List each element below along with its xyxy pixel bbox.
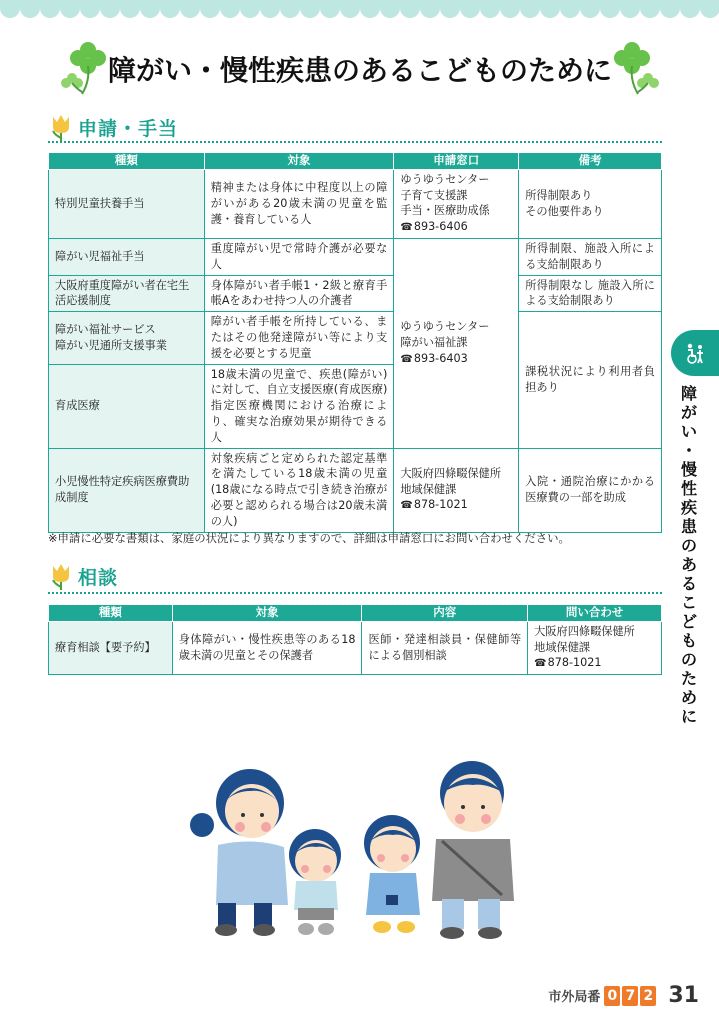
table-row: [49, 448, 662, 532]
table-row: [49, 169, 662, 238]
page-footer: [548, 983, 699, 1008]
window-dept: 子育て支援課: [400, 188, 468, 202]
target-cell: 障がい者手帳を所持している、またはその他発達障がい等により支援を必要とする児童: [204, 312, 394, 364]
phone-number: ☎ 893-6406: [400, 219, 512, 236]
side-label-char: 疾: [680, 498, 697, 517]
column-header: 申請窓口: [394, 153, 519, 170]
target-cell: 18歳未満の児童で、疾患(障がい)に対して、自立支援医療(育成医療)指定医療機関における治療により、確実な治療効果が期待できる人: [204, 364, 394, 448]
column-header: 種類: [49, 605, 173, 622]
page-number: 31: [668, 983, 699, 1008]
column-header: 対象: [204, 153, 394, 170]
phone-number: ☎ 878-1021: [534, 655, 655, 672]
title-banner: [60, 34, 660, 104]
contact-dept: 地域保健課: [534, 640, 591, 654]
side-label-char: た: [680, 669, 697, 688]
window-name: 大阪府四條畷保健所: [400, 466, 502, 480]
page-title: 障がい・慢性疾患のあるこどものために: [107, 54, 612, 87]
scallop-border: [0, 0, 719, 22]
window-cell: [394, 238, 519, 448]
kind-cell: 育成医療: [49, 364, 205, 448]
side-label-char: い: [680, 422, 697, 441]
kind-cell: 障がい福祉サービス 障がい児通所支援事業: [49, 312, 205, 364]
table-row: [49, 621, 662, 674]
family-illustration: [180, 755, 540, 940]
kind-cell: 大阪府重度障がい者在宅生活応援制度: [49, 275, 205, 312]
mother-figure: [190, 769, 288, 936]
area-code-digit: 7: [622, 986, 638, 1006]
contact-cell: [528, 621, 662, 674]
side-label-char: め: [680, 688, 697, 707]
side-label-char: こ: [680, 593, 697, 612]
kind-cell: 小児慢性特定疾病医療費助成制度: [49, 448, 205, 532]
note-cell: 所得制限なし 施設入所による支給制限あり: [519, 275, 662, 312]
side-label-char: 障: [680, 384, 697, 403]
section-title: 相談: [78, 566, 119, 589]
kind-cell: 障がい児福祉手当: [49, 238, 205, 275]
clover-icon: [604, 36, 660, 96]
section-heading-consultation: [48, 562, 118, 590]
note-cell: 入院・通院治療にかかる医療費の一部を助成: [519, 448, 662, 532]
tulip-icon: [48, 113, 74, 141]
application-table: [48, 152, 662, 533]
window-sub: 手当・医療助成係: [400, 204, 490, 218]
family-wheelchair-icon: [684, 342, 706, 364]
father-figure: [432, 761, 514, 939]
column-header: 備考: [519, 153, 662, 170]
side-label-char: も: [680, 631, 697, 650]
side-tab: [671, 330, 719, 376]
window-name: ゆうゆうセンター: [400, 172, 490, 186]
tulip-icon: [48, 562, 74, 590]
target-cell: 重度障がい児で常時介護が必要な人: [204, 238, 394, 275]
side-label-char: ・: [680, 441, 697, 460]
content-cell: 医師・発達相談員・保健師等による個別相談: [362, 621, 528, 674]
table-row: [49, 238, 662, 275]
window-cell: [394, 448, 519, 532]
section-heading-application: [48, 113, 178, 141]
side-label-char: 慢: [680, 460, 697, 479]
kind-cell: 療育相談【要予約】: [49, 621, 173, 674]
target-cell: 精神または身体に中程度以上の障がいがある20歳未満の児童を監護・養育している人: [204, 169, 394, 238]
side-label-char: が: [680, 403, 697, 422]
table-row: [49, 312, 662, 364]
side-label-char: る: [680, 574, 697, 593]
window-name: ゆうゆうセンター: [400, 320, 490, 334]
note-cell: 課税状況により利用者負担あり: [519, 312, 662, 448]
section-title: 申請・手当: [78, 117, 179, 140]
section-divider: [48, 592, 662, 595]
side-label-char: 患: [680, 517, 697, 536]
girl-figure: [364, 815, 420, 933]
side-label-char: に: [680, 707, 697, 726]
table-header-row: [49, 605, 662, 622]
window-dept: 障がい福祉課: [400, 335, 468, 349]
phone-number: ☎ 878-1021: [400, 497, 512, 514]
column-header: 問い合わせ: [528, 605, 662, 622]
window-cell: [394, 169, 519, 238]
area-code-digit: 2: [640, 986, 656, 1006]
note-cell: 所得制限あり その他要件あり: [519, 169, 662, 238]
area-code-digit: 0: [604, 986, 620, 1006]
note-cell: 所得制限、施設入所による支給制限あり: [519, 238, 662, 275]
table-row: [49, 275, 662, 312]
phone-number: ☎ 893-6403: [400, 351, 512, 368]
side-label-char: の: [680, 536, 697, 555]
target-cell: 身体障がい・慢性疾患等のある18歳未満の児童とその保護者: [172, 621, 362, 674]
footnote: ※申請に必要な書類は、家庭の状況により異なりますので、詳細は申請窓口にお問い合わせください。: [48, 531, 570, 545]
window-dept: 地域保健課: [400, 482, 457, 496]
section-divider: [48, 141, 662, 144]
small-child-figure: [289, 829, 341, 935]
table-header-row: [49, 153, 662, 170]
kind-cell: 特別児童扶養手当: [49, 169, 205, 238]
side-label-char: あ: [680, 555, 697, 574]
area-code-label: 市外局番: [548, 990, 601, 1005]
target-cell: 身体障がい者手帳1・2級と療育手帳Aをあわせ持つ人の介護者: [204, 275, 394, 312]
consultation-table: [48, 604, 662, 675]
target-cell: 対象疾病ごと定められた認定基準を満たしている18歳未満の児童(18歳になる時点で引き続き治療が必要と認められる場合は20歳未満の人): [204, 448, 394, 532]
side-label-char: 性: [680, 479, 697, 498]
column-header: 内容: [362, 605, 528, 622]
side-vertical-label: [676, 384, 702, 726]
side-label-char: の: [680, 650, 697, 669]
column-header: 対象: [172, 605, 362, 622]
clover-icon: [60, 36, 116, 96]
column-header: 種類: [49, 153, 205, 170]
side-label-char: ど: [680, 612, 697, 631]
contact-name: 大阪府四條畷保健所: [534, 624, 635, 638]
